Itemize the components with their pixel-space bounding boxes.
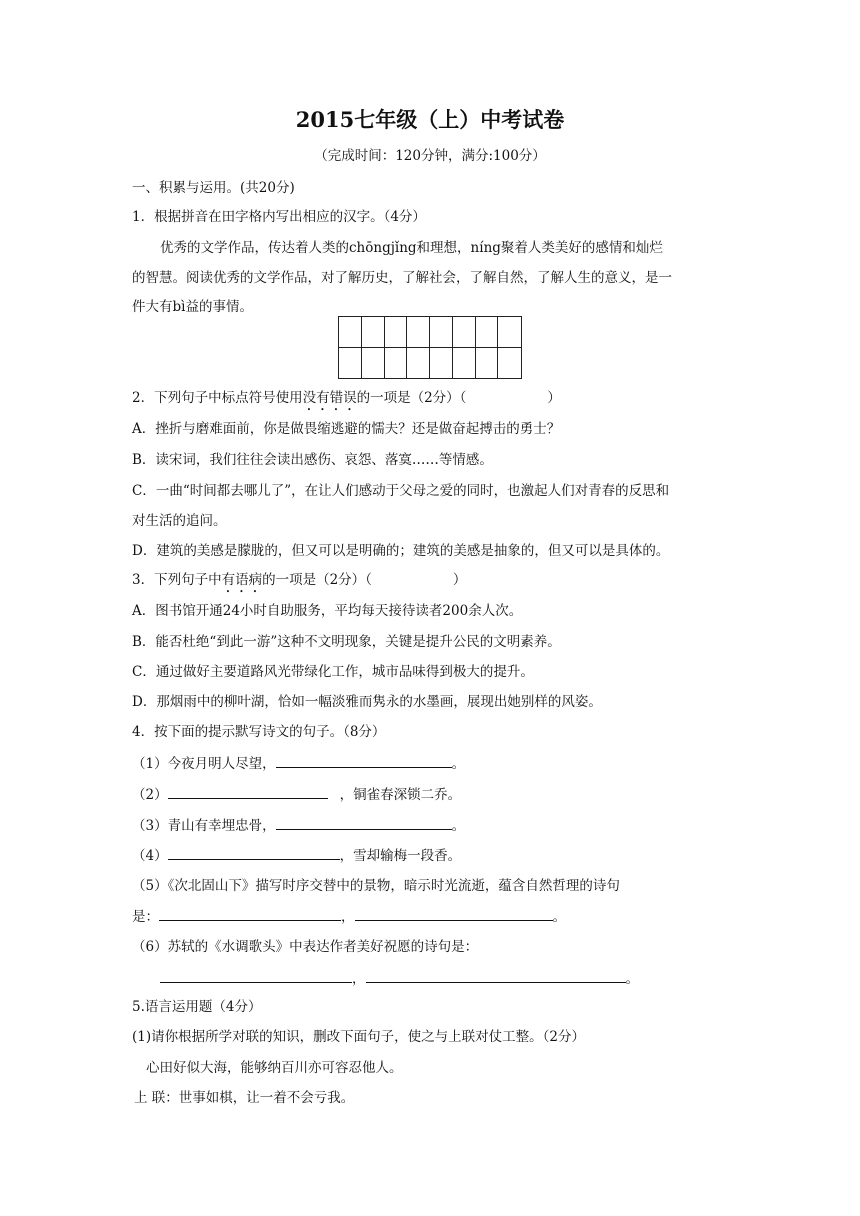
grid-cell[interactable] [362,317,385,348]
grid-cell[interactable] [453,317,476,348]
q2-option-d: D．建筑的美感是朦胧的，但又可以是明确的；建筑的美感是抽象的，但又可以是具体的。 [132,543,670,559]
answer-blank[interactable] [276,753,452,768]
q4-item5-end: 。 [552,909,566,925]
tianzige-answer-grid[interactable] [338,316,522,379]
q3-option-a: A．图书馆开通24小时自助服务，平均每天接待读者200余人次。 [132,603,523,619]
q2-option-b: B．读宋词，我们往往会读出感伤、哀怨、落寞……等情感。 [132,452,493,468]
q3-emphasis: 有语病 [221,572,263,588]
grid-cell[interactable] [430,348,453,379]
answer-blank[interactable] [160,968,352,983]
q2-stem-post: 的一项是（2分）（ ） [356,390,561,406]
grid-cell[interactable] [362,348,385,379]
grid-cell[interactable] [385,348,408,379]
q4-item3-text: （3）青山有幸埋忠骨， [132,818,276,834]
q5-sub1: (1)请你根据所学对联的知识，删改下面句子，使之与上联对仗工整。（2分） [132,1029,585,1045]
grid-cell[interactable] [476,317,499,348]
q4-item3-end: 。 [451,818,466,834]
q1-stem: 1．根据拼音在田字格内写出相应的汉字。（4分） [132,209,426,225]
grid-cell[interactable] [476,348,499,379]
q4-item2-text: ，铜雀春深锁二乔。 [339,787,462,803]
q3-option-b: B．能否杜绝“到此一游”这种不文明现象，关键是提升公民的文明素养。 [132,634,561,650]
q4-item6-line1: （6）苏轼的《水调歌头》中表达作者美好祝愿的诗句是： [132,939,479,955]
q5-couplet: 上 联：世事如棋，让一着不会亏我。 [134,1090,355,1106]
q5-stem: 5.语言运用题（4分） [132,999,262,1015]
q1-paragraph-line3: 件大有bì益的事情。 [132,299,253,315]
answer-blank[interactable] [276,815,452,830]
q1-paragraph-line2: 的智慧。阅读优秀的文学作品，对了解历史，了解社会，了解自然，了解人生的意义，是一 [132,270,672,286]
q4-item6-comma: ， [352,971,366,987]
section-heading: 一、积累与运用。(共20分) [132,180,295,196]
answer-blank[interactable] [168,784,328,799]
q1-paragraph-line1: 优秀的文学作品，传达着人类的chōngjǐng和理想，níng聚着人类美好的感情和灿烂 [160,240,663,256]
grid-cell[interactable] [453,348,476,379]
q2-option-c-line2: 对生活的追问。 [132,513,227,529]
answer-blank[interactable] [168,845,340,860]
q2-stem [132,388,561,414]
q4-item1 [132,753,465,774]
q4-item2 [132,784,461,805]
grid-cell[interactable] [407,317,430,348]
q4-stem: 4．按下面的提示默写诗文的句子。（8分） [132,724,386,740]
q2-stem-pre: 2．下列句子中标点符号使用 [132,390,303,406]
grid-cell[interactable] [385,317,408,348]
q5-sentence: 心田好似大海，能够纳百川亦可容忍他人。 [146,1060,403,1076]
q4-item5-comma: ， [341,909,355,925]
grid-cell[interactable] [407,348,430,379]
exam-subtitle: （完成时间：120分钟，满分:100分） [314,148,546,164]
q4-item6-line2 [160,968,639,989]
q3-stem [132,570,466,596]
q3-stem-pre: 3．下列句子中 [132,572,222,588]
q4-item5-line2 [132,906,566,927]
q2-option-a: A．挫折与磨难面前，你是做畏缩逃避的懦夫？还是做奋起搏击的勇士？ [132,421,561,437]
q4-item4 [132,845,461,866]
q2-emphasis: 没有错误 [302,390,357,406]
q4-item5-line1: （5）《次北固山下》描写时序交替中的景物，暗示时光流逝，蕴含自然哲理的诗句 [132,878,620,894]
grid-cell[interactable] [498,317,521,348]
grid-cell[interactable] [498,348,521,379]
q4-item3 [132,815,465,836]
answer-blank[interactable] [366,968,626,983]
q4-item1-text: （1）今夜月明人尽望， [132,756,276,772]
answer-blank[interactable] [159,906,341,921]
exam-title: 2015七年级（上）中考试卷 [295,107,565,132]
q4-item6-end: 。 [625,971,639,987]
q4-item5-lead: 是： [132,909,159,925]
q3-option-d: D．那烟雨中的柳叶湖，恰如一幅淡雅而隽永的水墨画，展现出她别样的风姿。 [132,694,602,710]
answer-blank[interactable] [355,906,553,921]
q4-item1-end: 。 [451,756,466,772]
q4-item4-text: ，雪却输梅一段香。 [339,848,462,864]
q3-option-c: C．通过做好主要道路风光带绿化工作，城市品味得到极大的提升。 [132,664,534,680]
q4-item2-num: （2） [132,787,168,803]
grid-cell[interactable] [339,317,362,348]
grid-cell[interactable] [430,317,453,348]
q4-item4-num: （4） [132,848,168,864]
q3-stem-post: 的一项是（2分）（ ） [262,572,467,588]
grid-cell[interactable] [339,348,362,379]
q2-option-c-line1: C．一曲“时间都去哪儿了”，在让人们感动于父母之爱的同时，也激起人们对青春的反思和 [132,483,670,499]
